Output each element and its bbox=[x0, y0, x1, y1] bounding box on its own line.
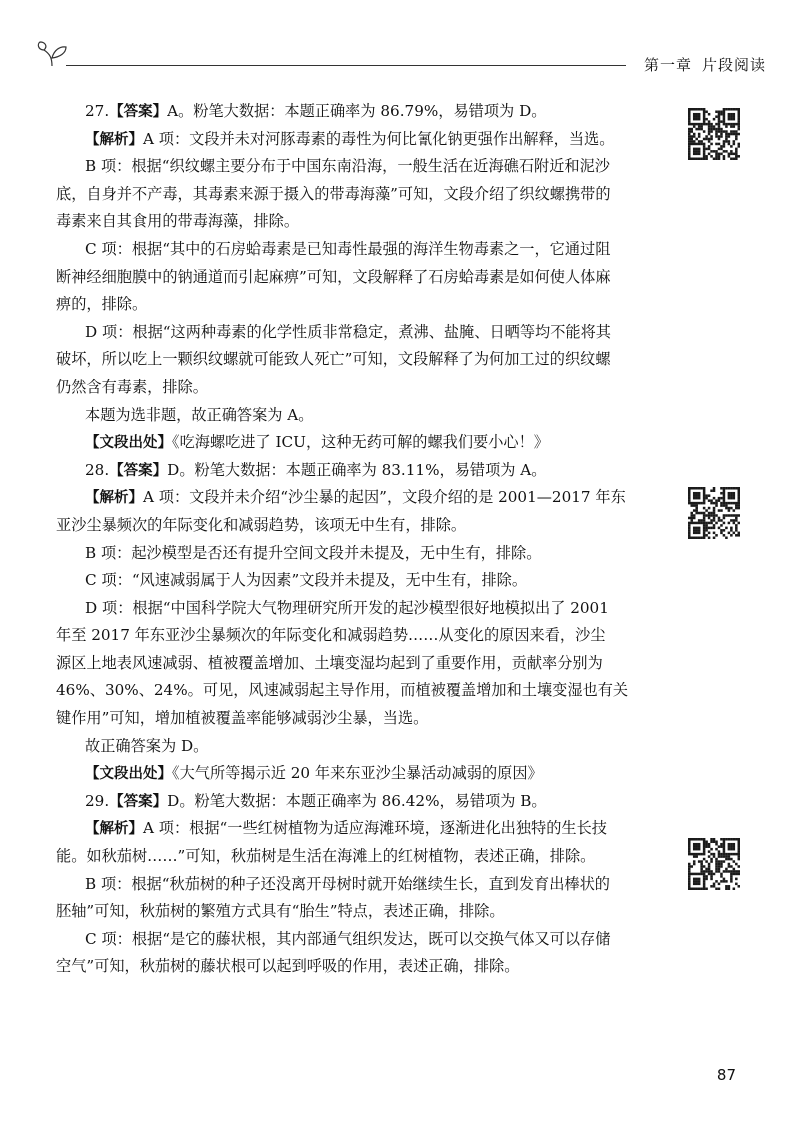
q27-b-line2: 底，自身并不产毒，其毒素来源于摄入的带毒海藻”可知，文段介绍了织纹螺携带的 bbox=[56, 184, 611, 203]
source-text: 《吃海螺吃进了 ICU，这种无药可解的螺我们要小心！》 bbox=[172, 433, 549, 452]
q29-c-line1: C 项：根据“是它的藤状根，其内部通气组织发达，既可以交换气体又可以存储 bbox=[85, 929, 611, 948]
question-number: 28. bbox=[85, 460, 110, 479]
analysis-text: A 项：文段并未对河豚毒素的毒性为何比氰化钠更强作出解释，当选。 bbox=[143, 129, 615, 148]
analysis-tag: 【解析】 bbox=[85, 490, 143, 507]
q28-conclusion: 故正确答案为 D。 bbox=[85, 736, 209, 755]
question-number: 27. bbox=[85, 102, 110, 120]
answer-tag: 【答案】 bbox=[109, 793, 168, 810]
q27-c-line1: C 项：根据“其中的石房蛤毒素是已知毒性最强的海洋生物毒素之一，它通过阻 bbox=[85, 239, 611, 258]
analysis-tag: 【解析】 bbox=[85, 131, 143, 148]
qr-code-28[interactable] bbox=[688, 487, 740, 539]
page-body bbox=[56, 98, 668, 981]
source-tag: 【文段出处】 bbox=[85, 766, 172, 783]
answer-text: D。粉笔大数据：本题正确率为 86.42%，易错项为 B。 bbox=[167, 791, 547, 810]
q28-d-line2: 年至 2017 年东亚沙尘暴频次的年际变化和减弱趋势……从变化的原因来看，沙尘 bbox=[56, 626, 606, 645]
qr-code-icon bbox=[688, 108, 740, 160]
chapter-heading bbox=[634, 54, 766, 75]
q29-a-line2: 能。如秋茄树……”可知，秋茄树是生活在海滩上的红树植物，表述正确，排除。 bbox=[56, 847, 596, 866]
analysis-text: A 项：文段并未介绍“沙尘暴的起因”，文段介绍的是 2001—2017 年东 bbox=[143, 488, 626, 507]
source-text: 《大气所等揭示近 20 年来东亚沙尘暴活动减弱的原因》 bbox=[172, 764, 543, 783]
source-tag: 【文段出处】 bbox=[85, 435, 172, 452]
q28-b-line: B 项：起沙模型是否还有提升空间文段并未提及，无中生有，排除。 bbox=[85, 543, 542, 562]
q27-c-line2: 断神经细胞膜中的钠通道而引起麻痹”可知，文段解释了石房蛤毒素是如何使人体麻 bbox=[56, 267, 611, 286]
q27-d-line3: 仍然含有毒素，排除。 bbox=[56, 377, 208, 396]
q28-a-line2: 亚沙尘暴频次的年际变化和减弱趋势，该项无中生有，排除。 bbox=[56, 515, 467, 534]
q27-conclusion: 本题为选非题，故正确答案为 A。 bbox=[85, 405, 314, 424]
page-number: 87 bbox=[716, 1066, 736, 1084]
q28-answer-line bbox=[56, 457, 668, 485]
q27-analysis-a bbox=[56, 126, 668, 154]
qr-code-icon bbox=[688, 838, 740, 890]
q27-source bbox=[56, 429, 668, 457]
q29-b-line1: B 项：根据“秋茄树的种子还没离开母树时就开始继续生长，直到发育出棒状的 bbox=[85, 874, 610, 893]
q28-d-line5: 键作用”可知，增加植被覆盖率能够减弱沙尘暴，当选。 bbox=[56, 709, 429, 728]
q28-d-line3: 源区上地表风速减弱、植被覆盖增加、土壤变湿均起到了重要作用，贡献率分别为 bbox=[56, 653, 603, 672]
qr-code-icon bbox=[688, 487, 740, 539]
q27-b-line3: 毒素来自其食用的带毒海藻，排除。 bbox=[56, 212, 299, 231]
q29-c-line2: 空气”可知，秋茄树的藤状根可以起到呼吸的作用，表述正确，排除。 bbox=[56, 957, 520, 976]
analysis-tag: 【解析】 bbox=[85, 821, 143, 838]
sprout-icon bbox=[36, 40, 70, 68]
chapter-number: 第一章 bbox=[643, 56, 692, 74]
answer-tag: 【答案】 bbox=[109, 104, 168, 120]
answer-text: D。粉笔大数据：本题正确率为 83.11%，易错项为 A。 bbox=[167, 460, 547, 479]
qr-code-29[interactable] bbox=[688, 838, 740, 890]
q28-analysis-a1 bbox=[56, 484, 668, 512]
analysis-text: A 项：根据“一些红树植物为适应海滩环境，逐渐进化出独特的生长技 bbox=[143, 819, 607, 838]
q28-source bbox=[56, 760, 668, 788]
q29-answer-line bbox=[56, 788, 668, 816]
q27-answer-line bbox=[56, 98, 668, 126]
q28-d-line1: D 项：根据“中国科学院大气物理研究所开发的起沙模型很好地模拟出了 2001 bbox=[85, 598, 609, 617]
q27-d-line1: D 项：根据“这两种毒素的化学性质非常稳定，煮沸、盐腌、日晒等均不能将其 bbox=[85, 322, 611, 341]
q27-d-line2: 破坏，所以吃上一颗织纹螺就可能致人死亡”可知，文段解释了为何加工过的织纹螺 bbox=[56, 350, 611, 369]
answer-text: A。粉笔大数据：本题正确率为 86.79%，易错项为 D。 bbox=[167, 102, 547, 120]
q27-b-line1: B 项：根据“织纹螺主要分布于中国东南沿海，一般生活在近海礁石附近和泥沙 bbox=[85, 157, 610, 176]
q29-b-line2: 胚轴”可知，秋茄树的繁殖方式具有“胎生”特点，表述正确，排除。 bbox=[56, 902, 505, 921]
page-header bbox=[36, 36, 766, 76]
q28-c-line: C 项：“风速减弱属于人为因素”文段并未提及，无中生有，排除。 bbox=[85, 571, 528, 590]
q29-analysis-a1 bbox=[56, 815, 668, 843]
q27-c-line3: 痹的，排除。 bbox=[56, 295, 148, 314]
q28-d-line4: 46%、30%、24%。可见，风速减弱起主导作用，而植被覆盖增加和土壤变湿也有关 bbox=[56, 681, 629, 700]
chapter-section: 片段阅读 bbox=[701, 56, 766, 74]
header-rule bbox=[66, 65, 626, 66]
question-number: 29. bbox=[85, 791, 110, 810]
answer-tag: 【答案】 bbox=[109, 462, 168, 479]
qr-code-27[interactable] bbox=[688, 108, 740, 160]
